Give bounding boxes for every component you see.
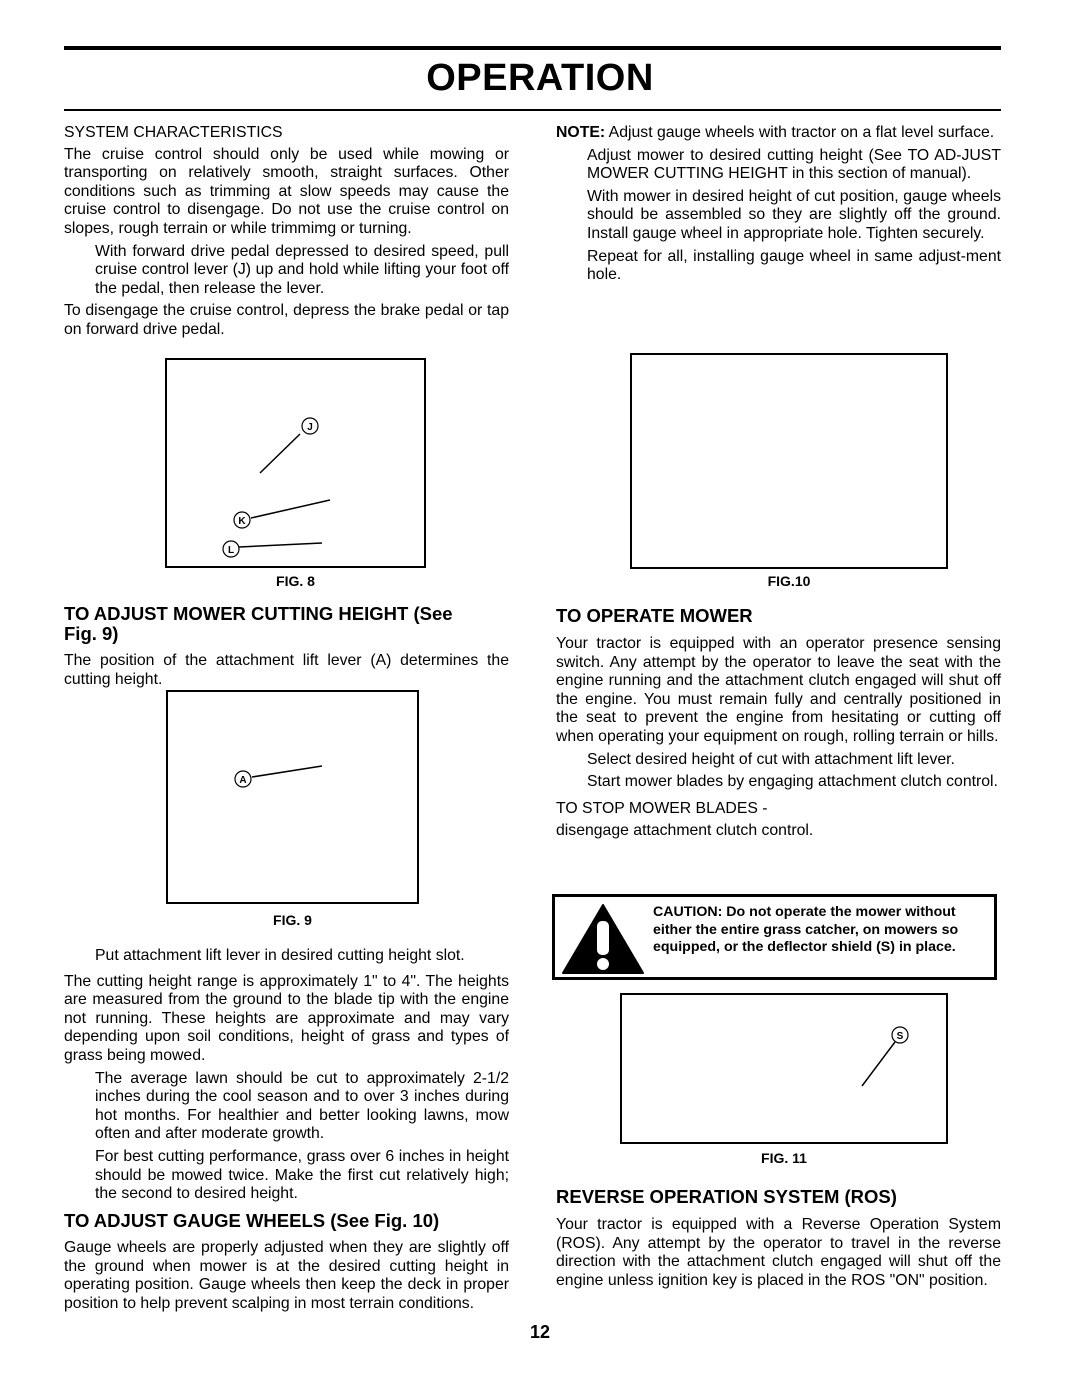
figure-11-caption: FIG. 11 [761,1150,807,1166]
callout-l-label: L [227,545,235,556]
figure-9-image [166,690,419,904]
page-title: OPERATION [426,57,654,99]
stop-blades-heading: TO STOP MOWER BLADES - [556,799,768,817]
cutting-height-note-2: For best cutting performance, grass over 6 inches in height should be mowed twice. Make the first cut relatively high; the second to desired height. [95,1147,509,1203]
note-text: Adjust gauge wheels with tractor on a flat level surface. [605,124,995,141]
ros-paragraph: Your tractor is equipped with a Reverse Operation System (ROS). Any attempt by the operator to travel in the reverse direction with the attachment clutch engaged will shut off the engine unless ignition key is placed in the ROS "ON" position. [556,1216,1001,1289]
gauge-step-1: Adjust mower to desired cutting height (See TO AD-JUST MOWER CUTTING HEIGHT in this section of manual). [587,146,1001,183]
operate-mower-section [556,606,1001,845]
right-column [556,124,1001,289]
cutting-height-section [64,604,509,693]
gauge-wheels-heading: TO ADJUST GAUGE WHEELS (See Fig. 10) [64,1210,440,1231]
system-characteristics-heading: SYSTEM CHARACTERISTICS [64,124,283,141]
figure-11-drawing [622,995,946,1142]
figure-8-image [165,358,426,568]
cutting-height-range-paragraph: The cutting height range is approximately 1" to 4". The heights are measured from the ground to the blade tip with the engine not running. These heights are approximate and may vary depending upon soil conditions, height of grass and types of grass being mowed. [64,972,509,1064]
callout-a-label: A [239,775,247,786]
figure-10-image [630,353,948,569]
cutting-height-note-1: The average lawn should be cut to approximately 2-1/2 inches during the cool season and to over 3 inches during hot months. For healthier and better looking lawns, mow often and after moderate growth. [95,1069,509,1143]
gauge-step-2: With mower in desired height of cut position, gauge wheels should be assembled so they are slightly off the ground. Install gauge wheel in appropriate hole. Tighten securely. [587,187,1001,242]
caution-text: CAUTION: Do not operate the mower without either the entire grass catcher, on mowers so equipped, or the deflector shield (S) in place. [653,904,959,956]
figure-11-image [620,993,948,1144]
cruise-engage-step: With forward drive pedal depressed to desired speed, pull cruise control lever (J) up and hold while lifting your foot off the pedal, then release the lever. [95,242,509,297]
cutting-height-body [64,947,509,1208]
cutting-height-intro: The position of the attachment lift lever (A) determines the cutting height. [64,652,509,688]
ros-heading: REVERSE OPERATION SYSTEM (ROS) [556,1186,897,1207]
figure-8-drawing [167,360,424,566]
figure-10-caption: FIG.10 [767,573,811,589]
gauge-note [556,124,1001,143]
figure-9-caption: FIG. 9 [273,912,312,928]
callout-j-label: J [307,422,313,433]
left-column [64,124,509,344]
cutting-height-heading: TO ADJUST MOWER CUTTING HEIGHT (See Fig. 9) [64,603,453,644]
warning-icon [561,903,645,975]
cutting-height-step: Put attachment lift lever in desired cutting height slot. [95,947,465,964]
callout-k-label: K [238,516,246,527]
header-rule-top [64,46,1001,50]
figure-9-drawing [168,692,417,902]
operate-mower-paragraph: Your tractor is equipped with an operator presence sensing switch. Any attempt by the operator to leave the seat with the engine running and the attachment clutch engaged will shut off the engine. You must remain fully and centrally positioned in the seat to prevent the engine from hesitating or cutting off when operating your equipment on rough, rolling terrain or hills. [556,635,1001,745]
gauge-wheels-paragraph: Gauge wheels are properly adjusted when they are slightly off the ground when mower is at the desired cutting height in operating position. Gauge wheels then keep the deck in proper position to help prevent scalping in most terrain conditions. [64,1239,509,1312]
operate-mower-heading: TO OPERATE MOWER [556,605,753,626]
ros-section [556,1187,1001,1294]
gauge-wheels-section [64,1211,509,1317]
header-rule-bottom [64,109,1001,111]
operate-step-1: Select desired height of cut with attachment lift lever. [587,750,955,768]
caution-box [552,894,997,980]
operate-step-2: Start mower blades by engaging attachment clutch control. [587,773,998,791]
note-label: NOTE: [556,124,606,141]
page-number: 12 [529,1322,551,1342]
gauge-step-3: Repeat for all, installing gauge wheel in same adjust-ment hole. [587,247,1001,284]
callout-s-label: S [896,1031,904,1042]
cruise-disengage-paragraph: To disengage the cruise control, depress the brake pedal or tap on forward drive pedal. [64,302,509,338]
system-characteristics-paragraph: The cruise control should only be used while mowing or transporting on relatively smooth, straight surfaces. Other conditions such as trimming at slow speeds may cause the cruise control to disengage. Do not use the cruise control on slopes, rough terrain or while trimmimg or turning. [64,145,509,237]
figure-8-caption: FIG. 8 [276,573,315,589]
stop-blades-text: disengage attachment clutch control. [556,822,814,840]
